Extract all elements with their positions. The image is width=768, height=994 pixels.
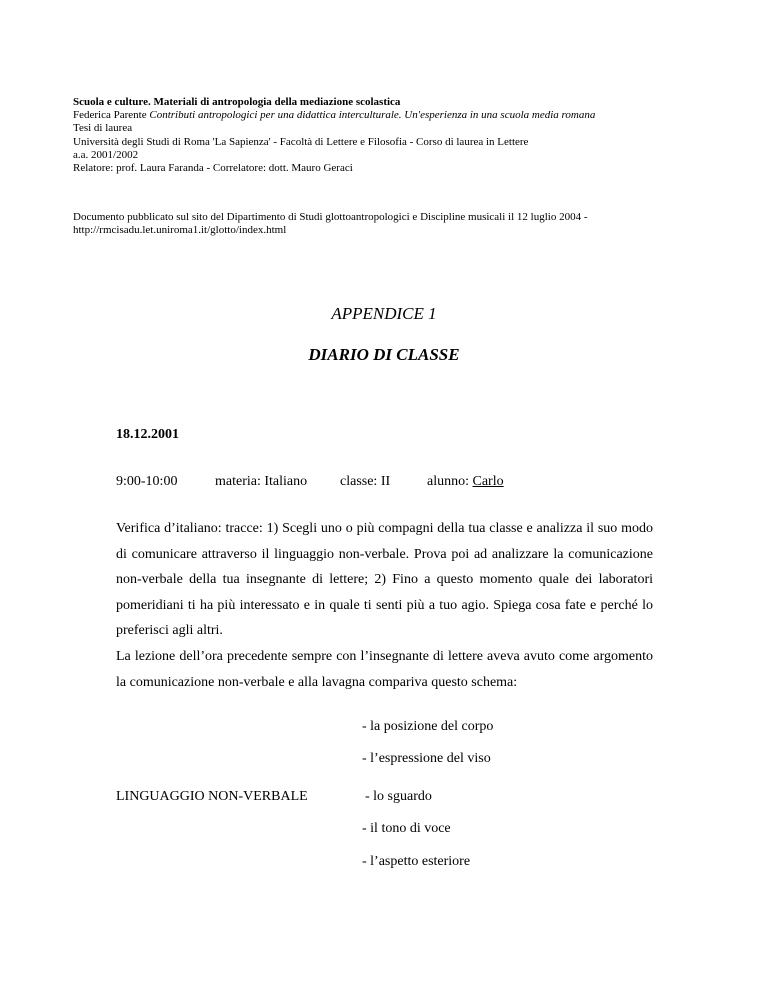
entry-time: 9:00-10:00: [116, 474, 178, 489]
diary-title: DIARIO DI CLASSE: [308, 345, 460, 364]
appendix-title: APPENDICE 1: [331, 304, 437, 323]
scheme-item: - la posizione del corpo: [362, 719, 494, 734]
scheme-item: - l’aspetto esteriore: [362, 854, 471, 869]
thesis-type: Tesi di laurea: [73, 122, 133, 135]
entry-date: 18.12.2001: [116, 427, 179, 442]
author-and-title: [73, 109, 693, 122]
scheme-item: - lo sguardo: [365, 789, 432, 804]
document-header: [73, 96, 693, 175]
entry-class: classe: II: [340, 474, 391, 489]
student-label: alunno:: [427, 474, 469, 489]
publication-note: Documento pubblicato sul sito del Dipartimento di Studi glottoantropologici e Discipline musicali il 12 luglio 2004 - http://rmcisadu.let.uniroma1.it/glotto/index.html: [73, 211, 588, 237]
author-name: Federica Parente: [73, 109, 147, 122]
work-title: Contributi antropologici per una didattica interculturale. Un'esperienza in una scuola media romana: [149, 109, 596, 122]
scheme-item: - l’espressione del viso: [362, 751, 491, 766]
scheme-label: LINGUAGGIO NON-VERBALE: [116, 789, 308, 804]
series-title: Scuola e culture. Materiali di antropologia della mediazione scolastica: [73, 96, 401, 108]
supervisors-line: Relatore: prof. Laura Faranda - Correlatore: dott. Mauro Geraci: [73, 162, 353, 175]
entry-subject: materia: Italiano: [215, 474, 308, 489]
entry-student: [427, 474, 504, 490]
academic-year: a.a. 2001/2002: [73, 148, 139, 161]
university-line: Università degli Studi di Roma 'La Sapienza' - Facoltà di Lettere e Filosofia - Corso di laurea in Lettere: [73, 135, 529, 148]
scheme-item: - il tono di voce: [362, 821, 451, 836]
paragraph-previous-lesson: La lezione dell’ora precedente sempre con l’insegnante di lettere aveva avuto come argomento la comunicazione non-verbale e alla lavagna compariva questo schema:: [116, 649, 653, 690]
student-name: Carlo: [472, 474, 504, 489]
paragraph-exam-prompts: Verifica d’italiano: tracce: 1) Scegli uno o più compagni della tua classe e analizza il suo modo di comunicare attraverso il linguaggio non-verbale. Prova poi ad analizzare la comunicazione non-verbale della tua insegnante di lettere; 2) Fino a questo momento quale dei laboratori pomeridiani ti ha più interessato e in quale ti senti più a tuo agio. Spiega cosa fate e perché lo preferisci agli altri.: [116, 521, 653, 638]
